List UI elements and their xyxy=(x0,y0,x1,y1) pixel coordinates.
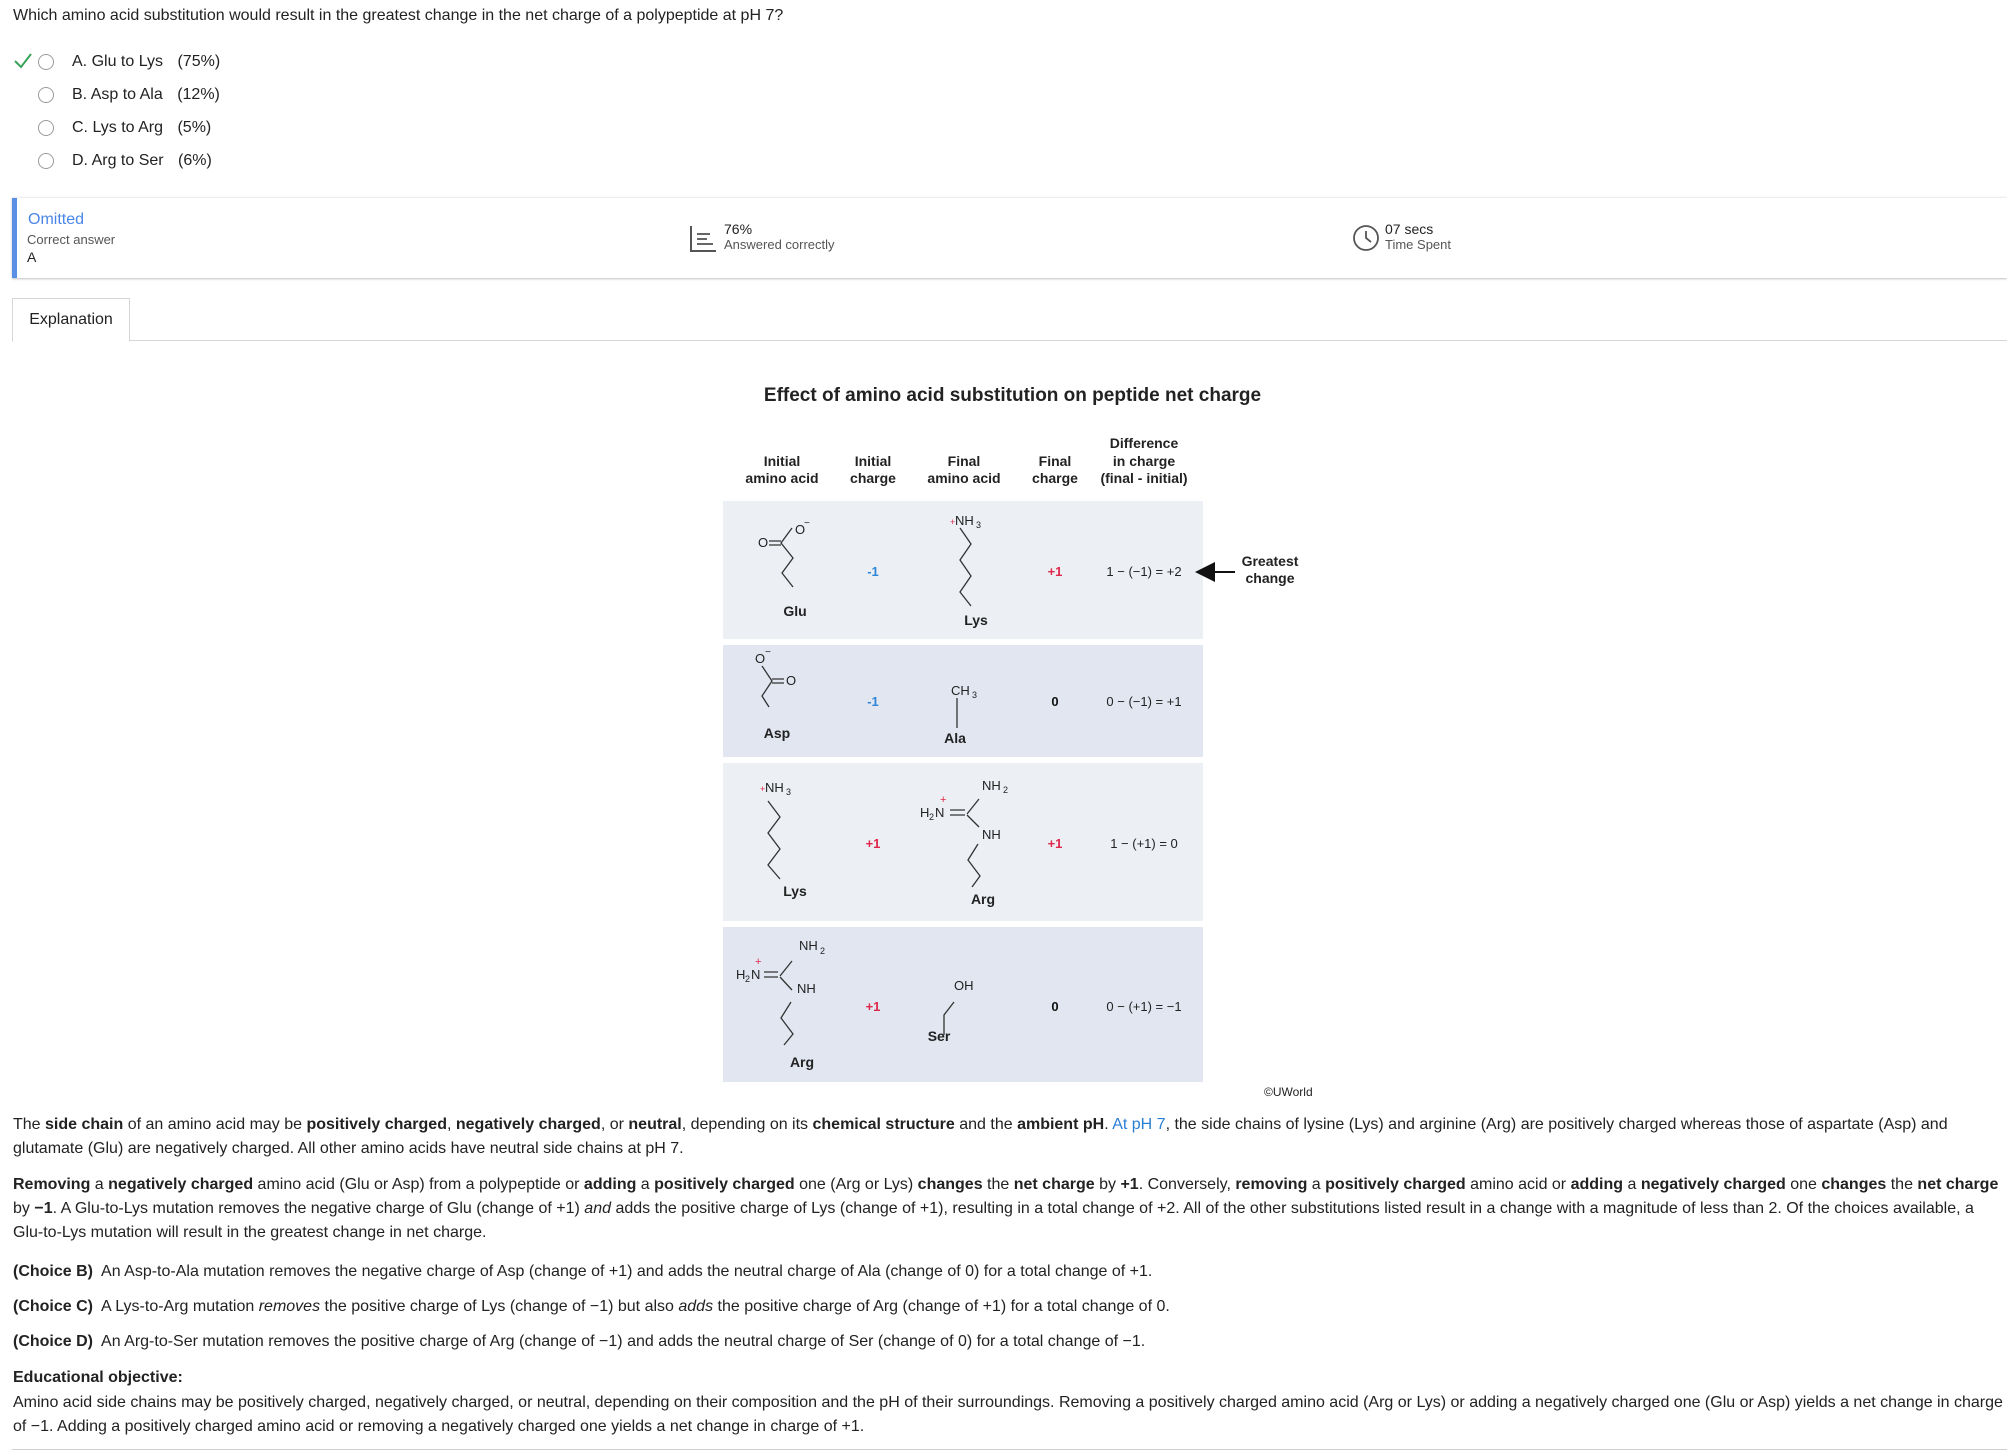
atom-label: NH xyxy=(955,513,974,528)
final-aa-name: Ala xyxy=(944,730,966,746)
difference-value: 1 − (+1) = 0 xyxy=(1110,836,1178,851)
header-initial-charge: Initial xyxy=(854,453,892,469)
option-percent: (5%) xyxy=(177,119,212,136)
stats-bar xyxy=(12,197,2007,278)
status-label: Omitted xyxy=(28,211,85,228)
atom-label: H xyxy=(920,805,930,820)
option-b[interactable] xyxy=(13,83,273,107)
option-letter: C. xyxy=(72,119,88,136)
atom-label: O xyxy=(786,673,797,688)
time-label: Time Spent xyxy=(1385,237,1451,252)
option-text: Lys to Arg xyxy=(92,119,164,136)
option-letter: D. xyxy=(72,152,88,169)
initial-charge: -1 xyxy=(867,564,879,579)
option-label xyxy=(72,53,220,71)
subscript: 3 xyxy=(786,787,792,797)
initial-charge: -1 xyxy=(867,694,879,709)
option-text: Asp to Ala xyxy=(90,86,163,103)
explanation-paragraph-1: The side chain of an amino acid may be positively charged, negatively charged, or neutral, depending on its chemical structure and the ambient pH. At pH 7, the side chains of lysine (Lys) and arginine (Arg) are positively charged whereas those of aspartate (Asp) and glutamate (Glu) are negatively charged. All other amino acids have neutral side chains at pH 7. xyxy=(13,1116,1948,1157)
header-initial-aa: amino acid xyxy=(745,470,819,486)
status-accent-bar xyxy=(12,198,17,278)
charge-figure xyxy=(700,385,1340,1110)
difference-value: 0 − (+1) = −1 xyxy=(1106,999,1182,1014)
tab-explanation[interactable]: Explanation xyxy=(12,298,130,342)
ph7-link[interactable]: At pH 7 xyxy=(1112,1116,1166,1133)
atom-label: NH xyxy=(982,827,1001,842)
radio-button[interactable] xyxy=(38,54,54,70)
option-text: Glu to Lys xyxy=(91,53,164,70)
header-difference: Difference xyxy=(1109,435,1179,451)
atom-label: O xyxy=(795,522,806,537)
greatest-change-label: Greatest xyxy=(1241,553,1299,569)
subscript: 3 xyxy=(972,690,978,700)
bottom-divider xyxy=(12,1449,2007,1450)
radio-button[interactable] xyxy=(38,120,54,136)
table-headers xyxy=(745,435,1187,486)
final-charge: 0 xyxy=(1051,694,1059,709)
initial-charge: +1 xyxy=(865,999,881,1014)
educational-objective-label: Educational objective: xyxy=(13,1369,183,1386)
final-aa-name: Arg xyxy=(970,891,996,907)
header-difference: in charge xyxy=(1112,453,1176,469)
option-percent: (12%) xyxy=(177,86,220,103)
choice-c-explanation: (Choice C) A Lys-to-Arg mutation removes the positive charge of Lys (change of −1) but also adds the positive charge of Arg (change of +1) for a total change of 0. xyxy=(13,1298,1170,1315)
checkmark-icon xyxy=(13,51,33,71)
correct-answer-value: A xyxy=(27,249,37,265)
initial-aa-name: Asp xyxy=(763,725,791,741)
option-label xyxy=(72,152,212,170)
option-percent: (75%) xyxy=(177,53,221,70)
difference-value: 0 − (−1) = +1 xyxy=(1106,694,1182,709)
choice-b-explanation: (Choice B) An Asp-to-Ala mutation removes the negative charge of Asp (change of +1) and adds the neutral charge of Ala (change of 0) for a total change of +1. xyxy=(13,1263,1153,1280)
header-difference: (final - initial) xyxy=(1100,470,1188,486)
tab-divider xyxy=(12,340,2007,341)
choice-d-explanation: (Choice D) An Arg-to-Ser mutation removes the positive charge of Arg (change of −1) and adds the neutral charge of Ser (change of 0) for a total change of −1. xyxy=(13,1333,1146,1350)
option-c[interactable] xyxy=(13,116,273,140)
charge-sign: + xyxy=(755,956,762,968)
atom-label: NH xyxy=(799,938,818,953)
final-aa-name: Lys xyxy=(964,612,988,628)
atom-label: O xyxy=(755,651,766,666)
header-initial-aa: Initial xyxy=(763,453,801,469)
copyright: ©UWorld xyxy=(1264,1085,1313,1099)
option-label xyxy=(72,86,220,104)
charge-sign: − xyxy=(804,518,810,529)
initial-aa-name: Lys xyxy=(783,883,807,899)
subscript: 2 xyxy=(820,946,826,956)
option-label xyxy=(72,119,211,137)
radio-button[interactable] xyxy=(38,87,54,103)
subscript: 3 xyxy=(976,520,982,530)
subscript: 2 xyxy=(929,812,935,822)
percent-label: Answered correctly xyxy=(724,237,835,252)
percent-value: 76% xyxy=(724,221,753,237)
option-letter: B. xyxy=(72,86,88,103)
atom-label: OH xyxy=(954,978,974,993)
charge-sign: + xyxy=(940,794,947,806)
atom-label: CH xyxy=(951,683,970,698)
bar-chart-icon xyxy=(688,224,718,254)
greatest-change-label: change xyxy=(1245,570,1295,586)
final-charge: +1 xyxy=(1047,836,1063,851)
correct-answer-label: Correct answer xyxy=(27,232,116,247)
clock-icon xyxy=(1352,224,1382,254)
atom-label: N xyxy=(935,805,945,820)
charge-sign: + xyxy=(950,517,956,527)
educational-objective-text: Amino acid side chains may be positively charged, negatively charged, or neutral, depending on their composition and the pH of their surroundings. Removing a positively charged amino acid (Arg or Lys) or adding a negatively charged one (Glu or Asp) yields a net change in charge of −1. Adding a positively charged amino acid or removing a negatively charged one yields a net change in charge of +1. xyxy=(13,1394,2003,1435)
header-final-charge: charge xyxy=(1032,470,1078,486)
final-charge: 0 xyxy=(1051,999,1059,1014)
header-final-aa: amino acid xyxy=(927,470,1001,486)
difference-value: 1 − (−1) = +2 xyxy=(1106,564,1182,579)
subscript: 2 xyxy=(1003,785,1009,795)
option-letter: A. xyxy=(72,53,88,70)
atom-label: O xyxy=(758,535,769,550)
atom-label: NH xyxy=(797,981,816,996)
atom-label: N xyxy=(751,967,761,982)
radio-button[interactable] xyxy=(38,153,54,169)
explanation-paragraph-2: Removing a negatively charged amino acid (Glu or Asp) from a polypeptide or adding a positively charged one (Arg or Lys) changes the net charge by +1. Conversely, removing a positively charged amino acid or adding a negatively charged one changes the net charge by −1. A Glu-to-Lys mutation removes the negative charge of Glu (change of +1) and adds the positive charge of Lys (change of +1), resulting in a total change of +2. All of the other substitutions listed result in a change with a magnitude of less than 2. Of the choices available, a Glu-to-Lys mutation will result in the greatest change in net charge. xyxy=(13,1176,1999,1241)
header-final-charge: Final xyxy=(1038,453,1072,469)
atom-label: H xyxy=(736,967,746,982)
question-text: Which amino acid substitution would result in the greatest change in the net charge of a polypeptide at pH 7? xyxy=(13,7,784,24)
option-d[interactable] xyxy=(13,149,273,173)
atom-label: NH xyxy=(765,780,784,795)
atom-label: NH xyxy=(982,778,1001,793)
subscript: 2 xyxy=(745,974,751,984)
time-value: 07 secs xyxy=(1385,221,1434,237)
charge-sign: − xyxy=(765,647,771,658)
option-text: Arg to Ser xyxy=(91,152,164,169)
figure-title: Effect of amino acid substitution on peptide net charge xyxy=(763,385,1262,406)
option-a[interactable] xyxy=(13,50,273,74)
header-final-aa: Final xyxy=(947,453,981,469)
initial-aa-name: Arg xyxy=(789,1054,815,1070)
option-percent: (6%) xyxy=(178,152,212,169)
figure-svg xyxy=(700,385,1340,1085)
header-initial-charge: charge xyxy=(850,470,896,486)
initial-charge: +1 xyxy=(865,836,881,851)
charge-sign: + xyxy=(760,784,766,794)
initial-aa-name: Glu xyxy=(783,603,807,619)
final-aa-name: Ser xyxy=(927,1028,951,1044)
final-charge: +1 xyxy=(1047,564,1063,579)
